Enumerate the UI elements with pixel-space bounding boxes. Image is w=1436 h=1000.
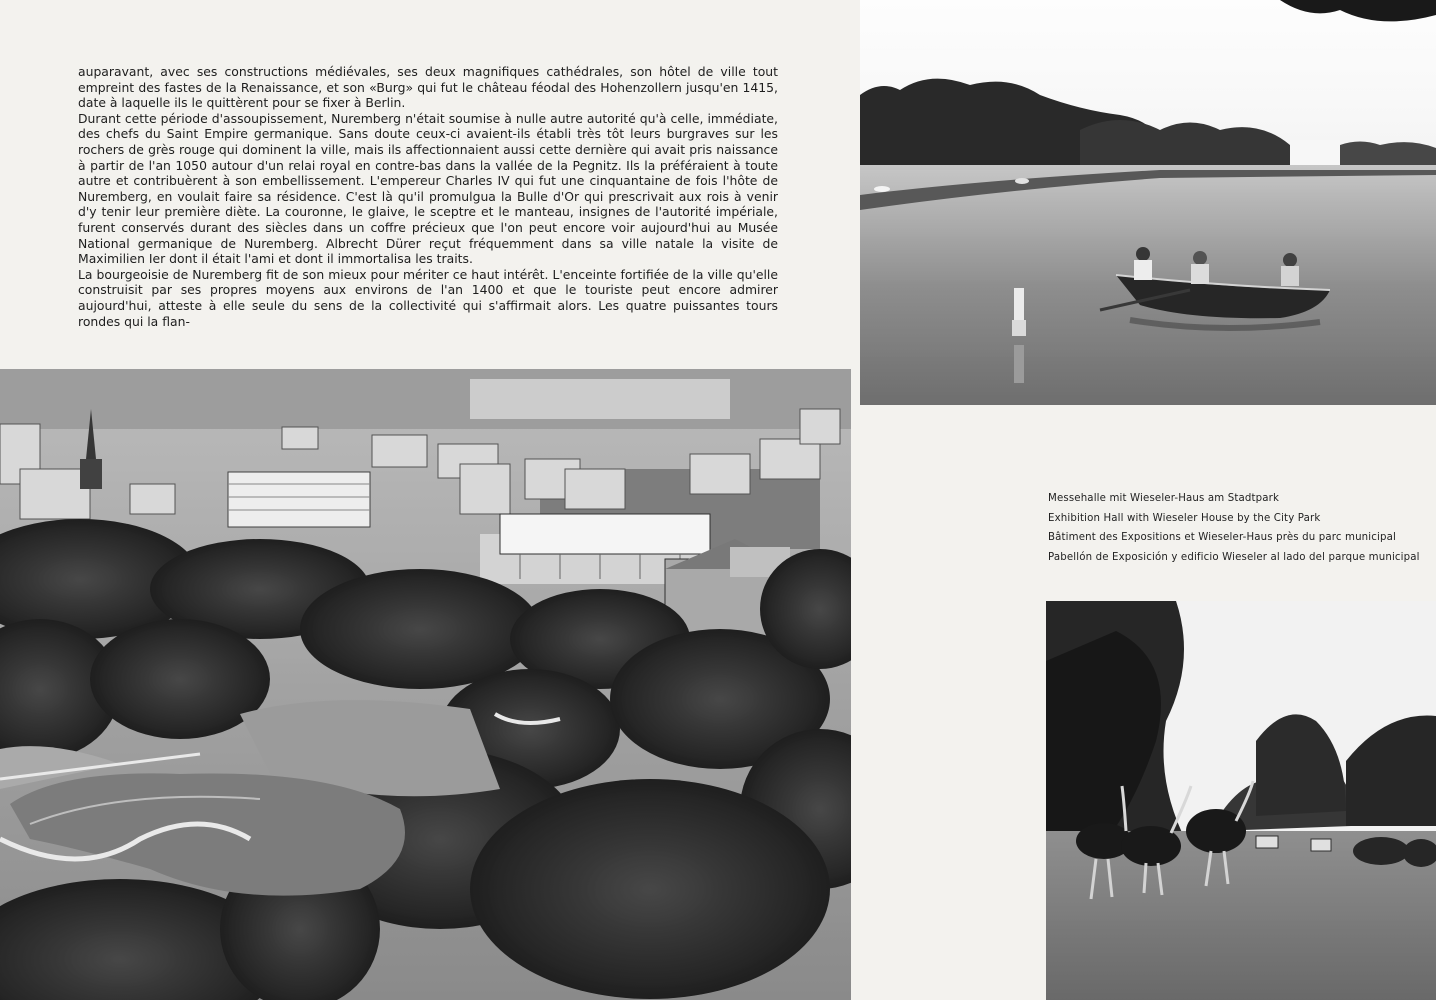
paragraph: La bourgeoisie de Nuremberg fit de son mieux pour mériter ce haut intérêt. L'enceinte fortifiée de la ville qu'elle construisit par ses propres moyens aux environs de l'an 1400 et que le touriste peut encore admirer aujourd'hui, atteste à elle seule du sens de la collectivité qui s'affirmait alors. Les quatre puissantes tours rondes qui la flan-: [78, 266, 778, 329]
paragraph: Durant cette période d'assoupissement, Nuremberg n'était soumise à nulle autre autorité qu'à celle, immédiate, des chefs du Saint Empire germanique. Sans doute ceux-ci avaient-ils établi très tôt leurs burgraves sur les rochers de grès rouge qui dominent la ville, mais ils affectionnaient aussi cette dernière qui avait pris naissance à partir de l'an 1050 autour d'un relai royal en contre-bas dans la vallée de la Pegnitz. Ils la préféraient à toute autre et contribuèrent à son embellissement. L'empereur Charles IV qui fut une cinquantaine de fois l'hôte de Nuremberg, en voulait faire sa résidence. C'est là qu'il promulgua la Bulle d'Or qui prescrivait aux rois à venir d'y tenir leur première diète. La couronne, le glaive, le sceptre et le manteau, insignes de l'autorité impériale, furent conservés durant des siècles dans un coffre précieux que l'on peut encore voir aujourd'hui au Musée National germanique de Nuremberg. Albrecht Dürer reçut fréquemment dans sa ville natale la visite de Maximilien Ier dont il était l'ami et dont il immortalisa les traits.: [78, 110, 778, 267]
caption-french: Bâtiment des Expositions et Wieseler-Haus près du parc municipal: [1048, 532, 1396, 543]
photo-lake-rowboat: [860, 0, 1436, 405]
caption-german: Messehalle mit Wieseler-Haus am Stadtpark: [1048, 493, 1280, 504]
caption-spanish: Pabellón de Exposición y edificio Wieseler al lado del parque municipal: [1048, 551, 1420, 563]
photo-zoo-ostriches: [1046, 601, 1436, 1000]
paragraph: auparavant, avec ses constructions médiévales, ses deux magnifiques cathédrales, son hôtel de ville tout empreint des fastes de la Renaissance, et son «Burg» qui fut le château féodal des Hohenzollern jusqu'en 1415, date à laquelle ils le quittèrent pour se fixer à Berlin.: [78, 64, 778, 111]
photo-aerial-city-park: [0, 369, 851, 1000]
photo-caption: [1048, 489, 1428, 567]
article-text: [78, 64, 778, 329]
caption-english: Exhibition Hall with Wieseler House by the City Park: [1048, 512, 1321, 524]
